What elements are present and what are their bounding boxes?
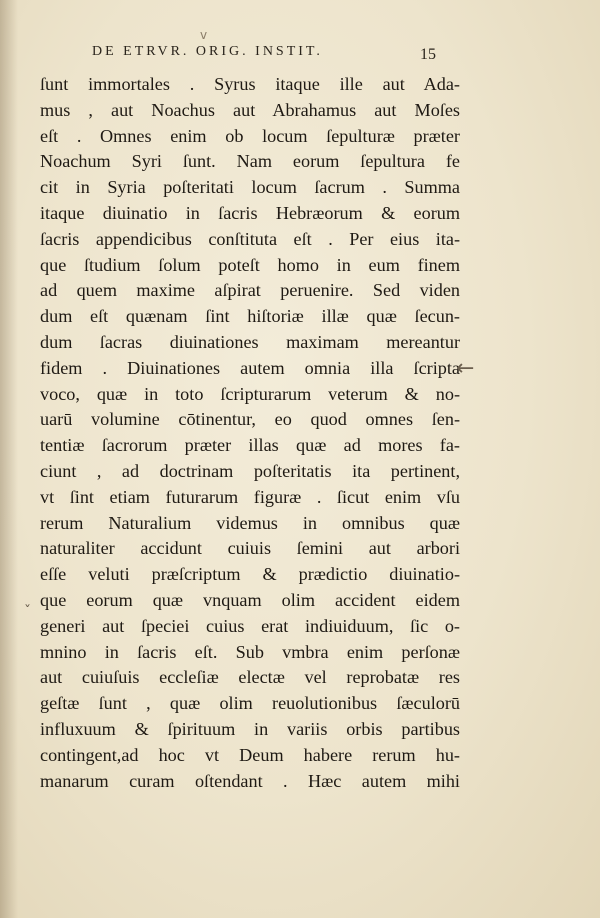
text-line: contingent,ad hoc vt Deum habere rerum hu-	[40, 744, 460, 765]
text-line: eſt . Omnes enim ob locum ſepulturæ præter	[40, 125, 460, 146]
text-line: que eorum quæ vnquam olim accident eidem	[40, 589, 460, 610]
text-line: fidem . Diuinationes autem omnia illa ſcripta	[40, 357, 460, 378]
text-line: itaque diuinatio in ſacris Hebræorum & eorum	[40, 202, 460, 223]
text-line: naturaliter accidunt cuiuis ſemini aut arbori	[40, 538, 460, 559]
page-number: 15	[420, 46, 436, 63]
text-line: aut cuiuſuis eccleſiæ electæ vel reprobatæ res	[40, 667, 460, 688]
body-text	[40, 72, 460, 794]
text-line: tentiæ ſacrorum præter illas quæ ad mores fa-	[40, 435, 460, 456]
running-header: DE ETRVR. ORIG. INSTIT.	[92, 44, 323, 59]
text-line: geſtæ ſunt , quæ olim reuolutionibus ſæculorū	[40, 693, 460, 714]
margin-tick-mark: ˇ	[24, 604, 31, 620]
text-line: uarū volumine cōtinentur, eo quod omnes ſen-	[40, 409, 460, 430]
text-line: vt ſint etiam futurarum figuræ . ſicut enim vſu	[40, 486, 460, 507]
text-line: ſacris appendicibus conſtituta eſt . Per eius ita-	[40, 228, 460, 249]
text-line: voco, quæ in toto ſcripturarum veterum & no-	[40, 383, 460, 404]
gutter-shadow	[0, 0, 18, 918]
margin-arrow-icon: ←	[456, 356, 475, 381]
text-line: ſunt immortales . Syrus itaque ille aut Ada-	[40, 74, 460, 94]
text-line: dum eſt quænam ſint hiſtoriæ illæ quæ ſecun-	[40, 306, 460, 327]
text-line: Noachum Syri ſunt. Nam eorum ſepultura fe	[40, 151, 460, 172]
text-line: mus , aut Noachus aut Abrahamus aut Moſes	[40, 99, 460, 120]
text-line: que ſtudium ſolum poteſt homo in eum finem	[40, 254, 460, 275]
text-line: mnino in ſacris eſt. Sub vmbra enim perſonæ	[40, 641, 460, 662]
text-line: ad quem maxime aſpirat peruenire. Sed viden	[40, 280, 460, 301]
text-line: dum ſacras diuinationes maximam mereantur	[40, 331, 460, 352]
text-line: cit in Syria poſteritati locum ſacrum . Summa	[40, 177, 460, 198]
text-line: rerum Naturalium videmus in omnibus quæ	[40, 512, 460, 533]
top-margin-mark: v	[200, 28, 208, 42]
text-line: generi aut ſpeciei cuius erat indiuiduum, ſic o-	[40, 615, 460, 636]
text-line: eſſe veluti præſcriptum & prædictio diuinatio-	[40, 564, 460, 585]
text-line: ciunt , ad doctrinam poſteritatis ita pertinent,	[40, 460, 460, 481]
text-line: manarum curam oſtendant . Hæc autem mihi	[40, 770, 460, 791]
text-line: influxuum & ſpirituum in variis orbis partibus	[40, 718, 460, 739]
